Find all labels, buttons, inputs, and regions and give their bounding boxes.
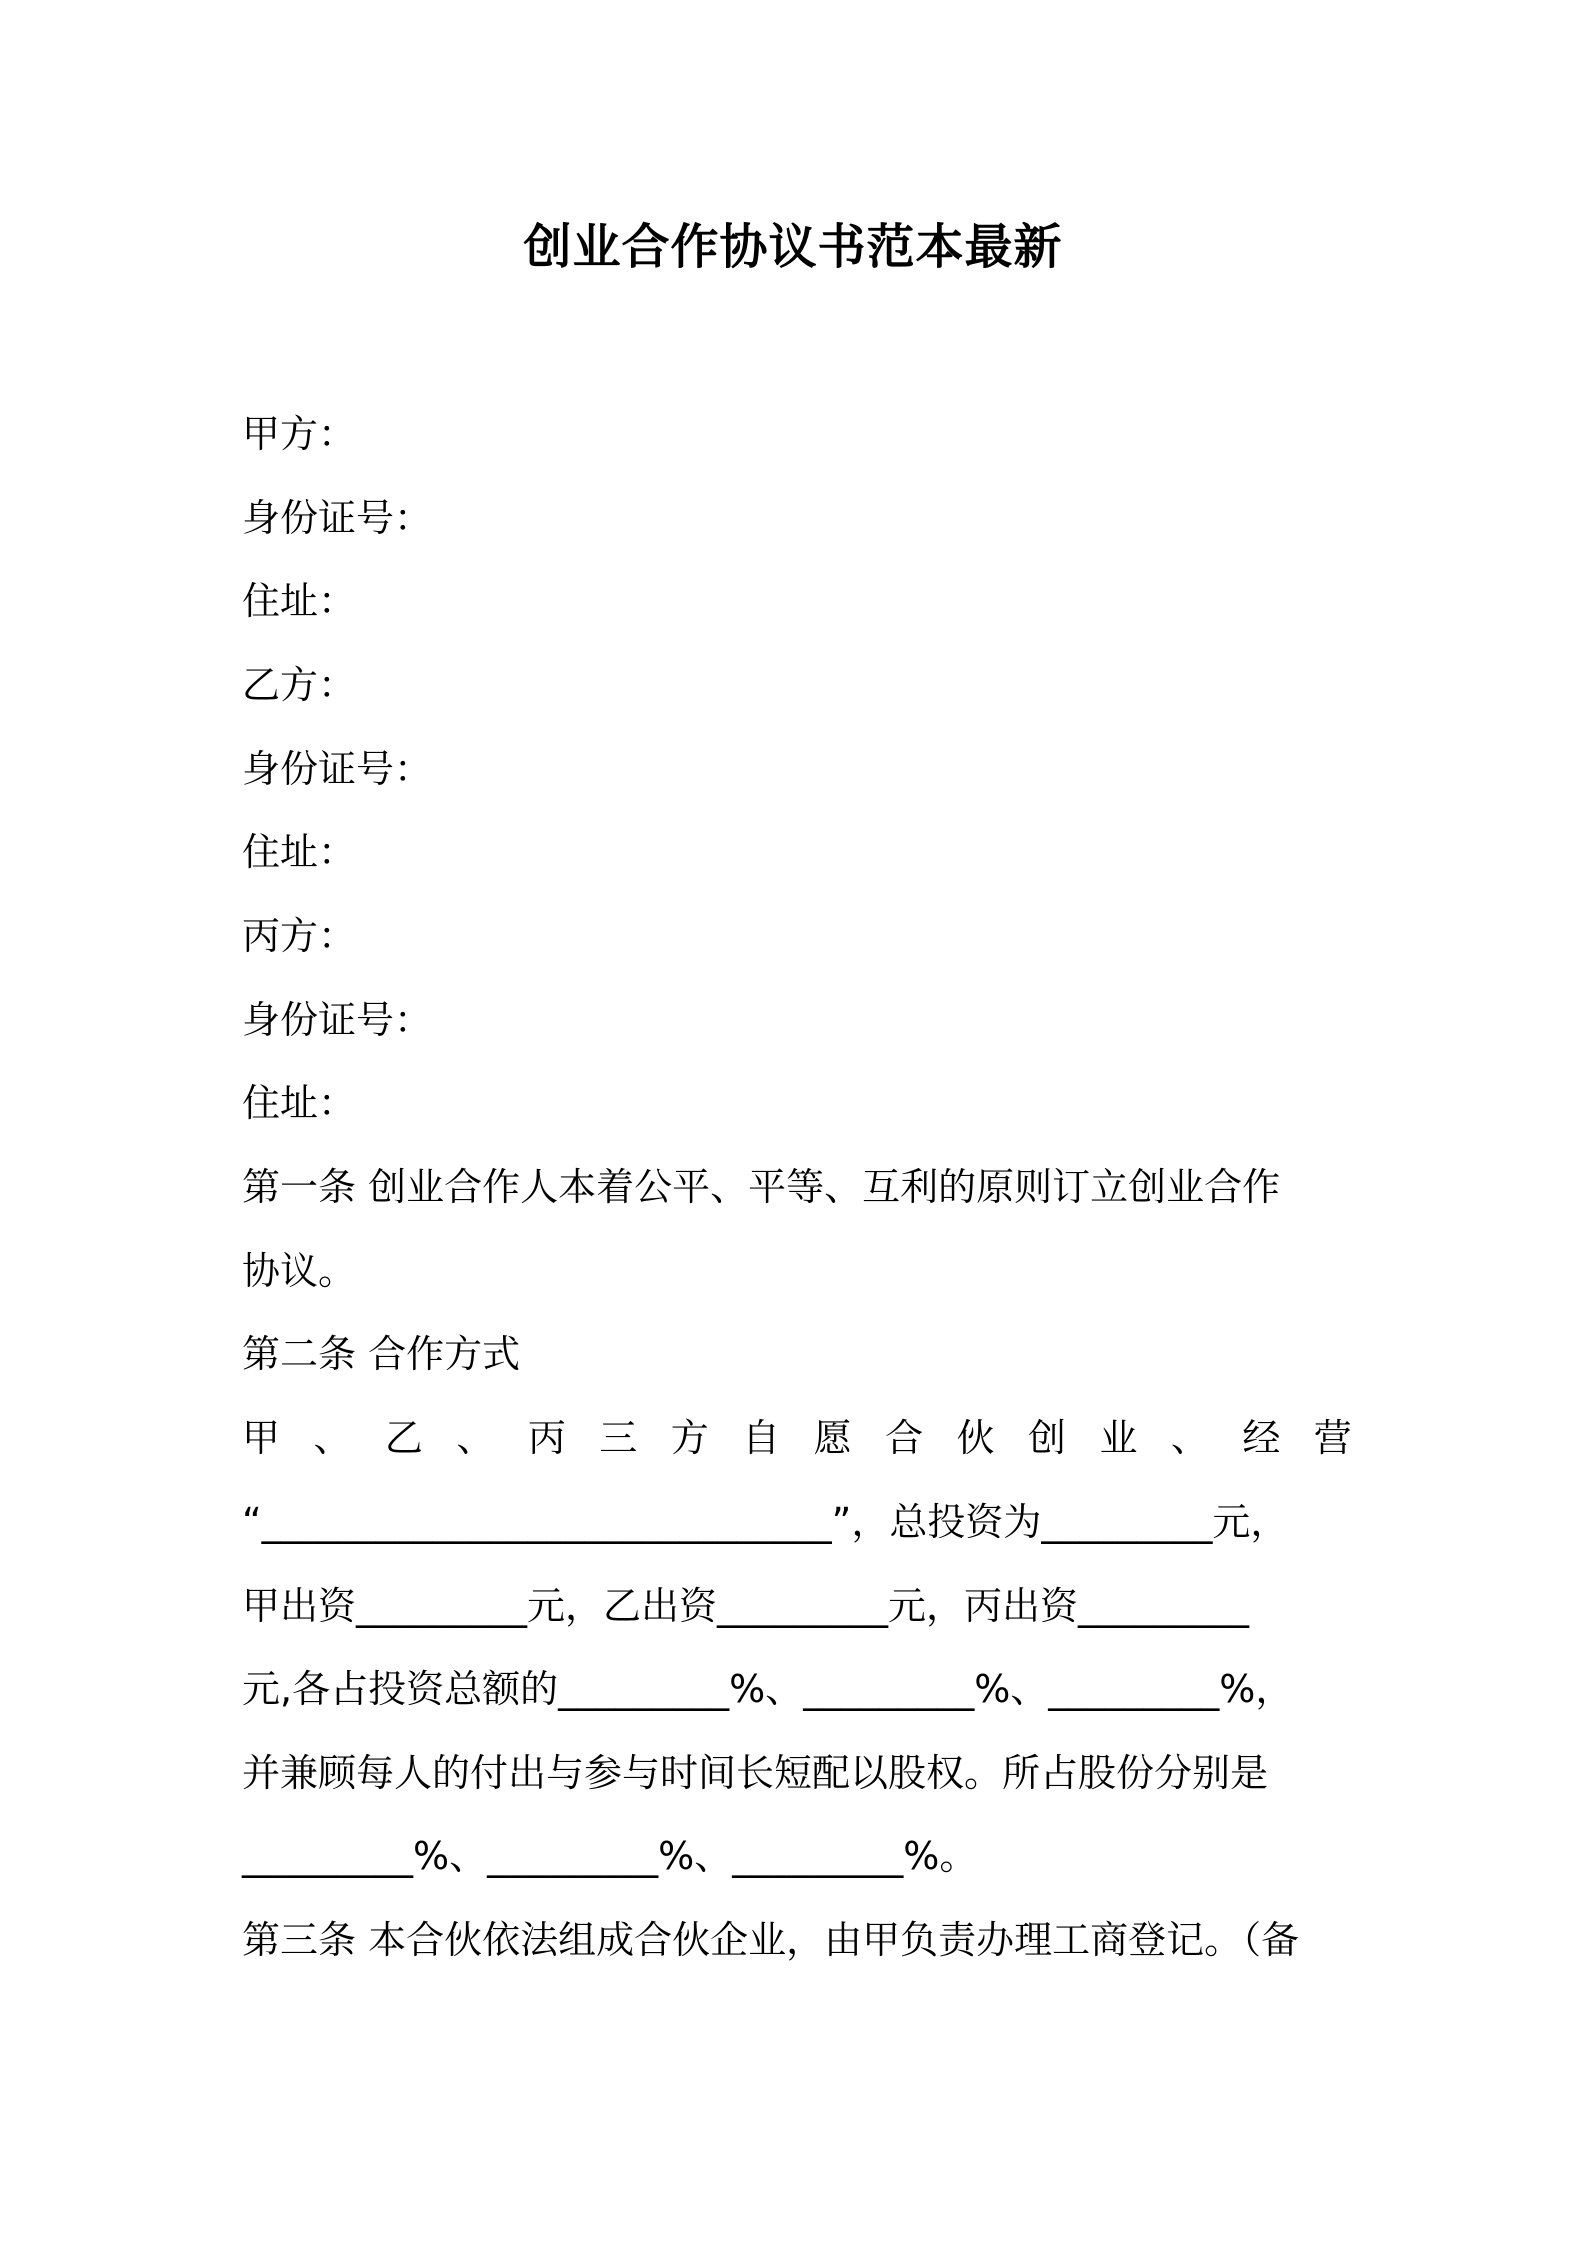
- spread-char: 业: [1099, 1416, 1138, 1460]
- document-title: 创业合作协议书范本最新: [523, 219, 1063, 275]
- party-c-address-label: 住址：: [242, 1081, 357, 1125]
- party-a-id-label: 身份证号：: [242, 496, 433, 540]
- article-2-heading: 第二条 合作方式: [242, 1332, 521, 1376]
- spread-char: 营: [1313, 1416, 1352, 1460]
- spread-char: 方: [670, 1416, 709, 1460]
- article-2-line-3: 甲出资_________元，乙出资_________元，丙出资_________: [242, 1584, 1250, 1628]
- spread-char: 自: [742, 1416, 781, 1460]
- article-1-line-2: 协议。: [242, 1249, 357, 1293]
- spread-char: 创: [1027, 1416, 1066, 1460]
- spread-char: 愿: [813, 1416, 852, 1460]
- article-2-line-4: 元,各占投资总额的_________%、_________%、_________%，: [242, 1667, 1294, 1711]
- party-b-id-label: 身份证号：: [242, 747, 433, 791]
- spread-char: 经: [1242, 1416, 1281, 1460]
- party-a-label: 甲方：: [242, 412, 357, 456]
- spread-char: 、: [1170, 1416, 1209, 1460]
- article-2-line-6: _________%、_________%、_________%。: [242, 1834, 978, 1878]
- party-c-label: 丙方：: [242, 914, 357, 958]
- spread-char: 乙: [384, 1416, 423, 1460]
- party-b-address-label: 住址：: [242, 830, 357, 874]
- spread-char: 、: [313, 1416, 352, 1460]
- spread-char: 伙: [956, 1416, 995, 1460]
- article-2-line-1: [242, 1412, 1352, 1464]
- article-1-line-1: 第一条 创业合作人本着公平、平等、互利的原则订立创业合作: [242, 1165, 1281, 1209]
- spread-char: 甲: [242, 1416, 281, 1460]
- spread-char: 三: [599, 1416, 638, 1460]
- spread-char: 丙: [527, 1416, 566, 1460]
- article-2-line-2: “______________________________”，总投资为_________元，: [242, 1500, 1289, 1544]
- party-c-id-label: 身份证号：: [242, 998, 433, 1042]
- spread-char: 合: [885, 1416, 924, 1460]
- article-2-line-5: 并兼顾每人的付出与参与时间长短配以股权。所占股份分别是: [242, 1751, 1269, 1795]
- spread-char: 、: [456, 1416, 495, 1460]
- party-a-address-label: 住址：: [242, 579, 357, 623]
- article-3-line-1: 第三条 本合伙依法组成合伙企业，由甲负责办理工商登记。（备: [242, 1918, 1300, 1962]
- party-b-label: 乙方：: [242, 663, 357, 707]
